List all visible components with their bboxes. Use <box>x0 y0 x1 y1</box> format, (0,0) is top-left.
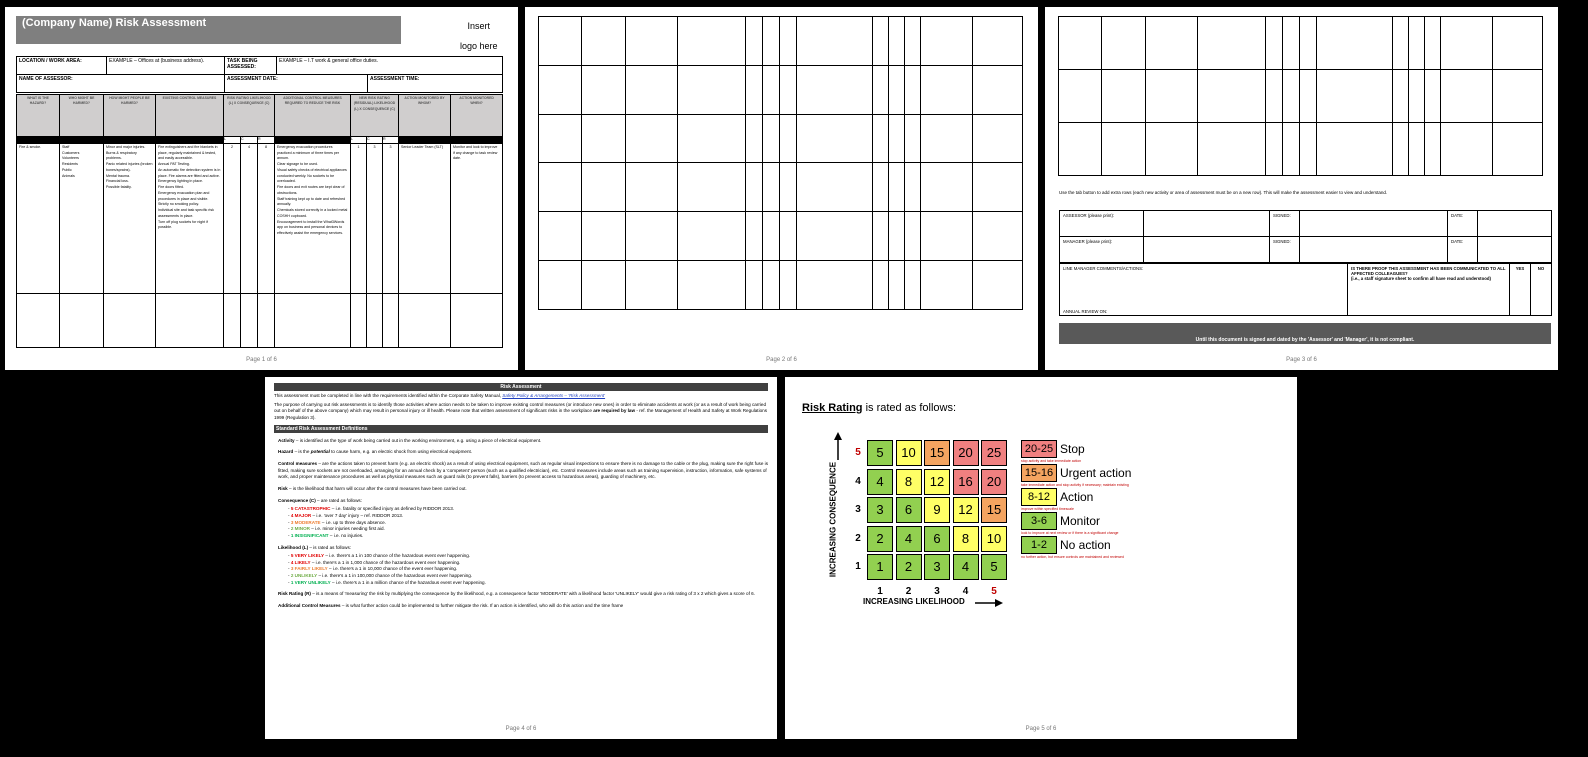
cell-r2[interactable]: 3 <box>383 143 399 293</box>
page-1 <box>5 7 518 370</box>
matrix-cell: 4 <box>953 554 979 580</box>
legend-name: Monitor <box>1060 514 1101 528</box>
matrix-cell: 12 <box>953 497 979 523</box>
empty-cell[interactable] <box>921 212 973 261</box>
page-number: Page 2 of 6 <box>766 357 797 363</box>
list-item: - 5 VERY LIKELY – i.e. there's a 1 in 100 chance of the hazardous event ever happening. <box>288 553 471 559</box>
hazard-definition: Hazard – is the potential to cause harm, e.g. an electric shock from using electrical equipment. <box>278 449 473 455</box>
matrix-cell: 10 <box>981 526 1007 552</box>
cell-by[interactable]: Senior Leader Team (SLT) <box>399 143 451 293</box>
empty-cell[interactable] <box>921 163 973 212</box>
empty-cell[interactable] <box>626 114 678 163</box>
empty-cell[interactable] <box>582 17 626 66</box>
empty-cell[interactable] <box>351 293 367 347</box>
empty-cell[interactable] <box>905 65 921 114</box>
empty-cell[interactable] <box>763 65 780 114</box>
empty-cell[interactable] <box>678 212 746 261</box>
header-how: HOW MIGHT PEOPLE BE HARMED? <box>104 95 156 137</box>
empty-cell[interactable] <box>60 293 104 347</box>
row-label: 3 <box>855 504 861 515</box>
empty-cell[interactable] <box>973 261 1023 310</box>
list-item: - 2 MINOR – i.e. minor injuries needing first aid. <box>288 526 385 532</box>
list-item: - 3 FAIRLY LIKELY – i.e. there's a 1 in 10,000 chance of the event ever happening. <box>288 566 458 572</box>
matrix-cell: 2 <box>896 554 922 580</box>
comments-table <box>1059 263 1552 316</box>
intro-text: This assessment must be completed in line with the requirements identified within the Corporate Safety Manual, Safety Policy & Arrangements – 'Risk Assessment' <box>274 393 606 398</box>
list-item: - 1 VERY UNLIKELY – i.e. there's a 1 in a million chance of the hazardous event ever happening. <box>288 579 486 585</box>
no-checkbox[interactable]: NO <box>1531 264 1552 316</box>
matrix-cell: 12 <box>924 469 950 495</box>
empty-cell[interactable] <box>1266 17 1283 70</box>
empty-cell[interactable] <box>905 261 921 310</box>
legend-name: Action <box>1060 490 1094 504</box>
date-label: DATE: <box>1448 211 1478 237</box>
empty-cell[interactable] <box>1317 70 1393 123</box>
empty-cell[interactable] <box>873 212 889 261</box>
x-axis-label: INCREASING LIKELIHOOD <box>863 597 965 606</box>
empty-cell[interactable] <box>678 65 746 114</box>
matrix-cell: 20 <box>953 440 979 466</box>
page-3 <box>1045 7 1558 370</box>
empty-cell[interactable] <box>1409 17 1425 70</box>
page-number: Page 5 of 6 <box>1025 726 1057 732</box>
list-item: - 5 CATASTROPHIC – i.e. fatality or specified injury as defined by RIDDOR 2013. <box>288 506 455 512</box>
cell-c1[interactable]: 4 <box>241 143 258 293</box>
assessor-label: ASSESSOR (please print): <box>1060 211 1144 237</box>
list-item: - 4 MAJOR – i.e. 'over 7 day' injury – ref. RIDDOR 2013. <box>288 512 404 518</box>
header-existing: EXISTING CONTROL MEASURES <box>156 95 224 137</box>
task-label: TASK BEING ASSESSED: <box>225 57 277 75</box>
column-label: 4 <box>962 585 969 597</box>
empty-cell[interactable] <box>889 261 905 310</box>
empty-cell[interactable] <box>873 17 889 66</box>
empty-cell[interactable] <box>539 163 582 212</box>
cell-existing[interactable]: Fire extinguishers and fire blankets in place, regularly maintained & tested, and easily accessible. Annual PAT Testing. An automatic fire detection system is in place. Fire alarms are fitted and active. Emergency lighting in place. Fire doors fitted. Emergency evacuation plan and procedures in place and visible. Strictly no smoking policy. Individual site and task specific risk assessments in place. Turn off plug sockets for night if possible. <box>156 143 224 293</box>
purpose-text: The purpose of carrying out risk assessments is to identify those activities where action needs to be taken to improve existing control measures (or introduce new ones) in order to eliminate accidents at work (or as a result of work being carried out on behalf of the above company) which may result in personal injury or ill health. Please note that written assessment of significant risks in the workplace are required by law - ref. the Management of Health and Safety at Work Regulations 1999 (Regulation 3). <box>274 401 767 420</box>
empty-cell[interactable] <box>780 65 797 114</box>
matrix-cell: 1 <box>867 554 893 580</box>
page-number: Page 4 of 6 <box>505 726 537 732</box>
matrix-cell: 8 <box>953 526 979 552</box>
legend-description: stop activity and take immediate action <box>1021 459 1082 463</box>
empty-cell[interactable] <box>1283 17 1300 70</box>
legend-range: 15-16 <box>1021 464 1057 482</box>
task-value[interactable]: EXAMPLE – I.T work & general office duties. <box>277 57 503 75</box>
matrix-cell: 25 <box>981 440 1007 466</box>
cell-c2[interactable]: 3 <box>367 143 383 293</box>
empty-cell[interactable] <box>1409 123 1425 176</box>
empty-cell[interactable] <box>1266 123 1283 176</box>
row-label: 5 <box>855 447 861 458</box>
empty-cell[interactable] <box>241 293 258 347</box>
proof-question: IS THERE PROOF THIS ASSESSMENT HAS BEEN COMMUNICATED TO ALL AFFECTED COLLEAGUES? (i.e., a staff signature sheet to confirm all have read and understood) <box>1348 264 1510 316</box>
empty-cell[interactable] <box>973 163 1023 212</box>
empty-cell[interactable] <box>1102 17 1146 70</box>
page-5 <box>785 377 1297 739</box>
empty-cell[interactable] <box>1059 70 1102 123</box>
empty-cell[interactable] <box>921 65 973 114</box>
empty-cell[interactable] <box>678 163 746 212</box>
matrix-cell: 2 <box>867 526 893 552</box>
matrix-cell: 5 <box>981 554 1007 580</box>
policy-link[interactable]: Safety Policy & Arrangements – 'Risk Assessment' <box>502 393 606 398</box>
r2-header: R <box>383 137 399 144</box>
empty-cell[interactable] <box>1393 17 1409 70</box>
document-title: (Company Name) Risk Assessment <box>16 16 401 44</box>
l-header: L <box>224 137 241 144</box>
empty-cell[interactable] <box>1425 17 1441 70</box>
empty-cell[interactable] <box>626 163 678 212</box>
empty-cell[interactable] <box>905 163 921 212</box>
empty-cell[interactable] <box>258 293 275 347</box>
empty-cell[interactable] <box>1198 123 1266 176</box>
empty-cell[interactable] <box>973 65 1023 114</box>
column-label: 5 <box>991 585 997 597</box>
empty-cell[interactable] <box>797 261 873 310</box>
empty-cell[interactable] <box>1300 17 1317 70</box>
section-title: Risk Assessment <box>274 383 768 391</box>
empty-cell[interactable] <box>1146 70 1198 123</box>
yes-checkbox[interactable]: YES <box>1510 264 1531 316</box>
empty-cell[interactable] <box>746 212 763 261</box>
matrix-cell: 6 <box>896 497 922 523</box>
consequence-list <box>274 506 768 539</box>
empty-cell[interactable] <box>1198 17 1266 70</box>
empty-cell[interactable] <box>763 114 780 163</box>
activity-definition: Activity – is identified as the type of work being carried out in the working environment, e.g. using a piece of electrical equipment. <box>278 437 542 443</box>
location-value[interactable]: EXAMPLE – Offices at (business address). <box>107 57 225 75</box>
empty-cell[interactable] <box>539 261 582 310</box>
empty-cell[interactable] <box>763 17 780 66</box>
empty-cell[interactable] <box>626 17 678 66</box>
empty-cell[interactable] <box>746 163 763 212</box>
c-header: C <box>241 137 258 144</box>
legend-range: 20-25 <box>1021 440 1057 458</box>
matrix-cell: 4 <box>896 526 922 552</box>
additional-definition: Additional Control Measures – is what further action could be implemented to further mitigate the risk. If an action is identified, who will do this action and the time frame <box>278 603 624 609</box>
header-when: ACTION MONITORED WHEN? <box>451 95 503 137</box>
column-label: 1 <box>877 585 883 597</box>
matrix-cell: 5 <box>867 440 893 466</box>
empty-cell[interactable] <box>921 114 973 163</box>
empty-cell[interactable] <box>582 114 626 163</box>
blank-grid-table <box>538 16 1023 310</box>
empty-cell[interactable] <box>539 114 582 163</box>
risk-definition: Risk – is the likelihood that harm will occur after the control measures have been carried out. <box>278 485 467 491</box>
empty-cell[interactable] <box>1059 17 1102 70</box>
empty-cell[interactable] <box>780 114 797 163</box>
empty-cell[interactable] <box>582 212 626 261</box>
cell-when[interactable]: Monitor and look to improve if any change to task review date. <box>451 143 503 293</box>
empty-cell[interactable] <box>780 261 797 310</box>
empty-cell[interactable] <box>905 212 921 261</box>
empty-cell[interactable] <box>873 163 889 212</box>
comments-label: LINE MANAGER COMMENTS/ACTIONS: <box>1063 266 1144 271</box>
legend-description: improve within specified timescale <box>1021 507 1074 511</box>
header-by-whom: ACTION MONITORED BY WHOM? <box>399 95 451 137</box>
empty-cell[interactable] <box>678 114 746 163</box>
empty-cell[interactable] <box>889 163 905 212</box>
matrix-cell: 9 <box>924 497 950 523</box>
signed-label: SIGNED: <box>1270 211 1300 237</box>
header-hazard: WHAT IS THE HAZARD? <box>17 95 60 137</box>
cell-who[interactable]: Staff Customers Volunteers Residents Public Animals <box>60 143 104 293</box>
empty-cell[interactable] <box>1300 123 1317 176</box>
control-definition: Control measures – are the actions taken to prevent harm (e.g. an electric shock) as a result of using electrical equipment, such as regular visual inspections to ensure there is no damage to the cable or the plug, making sure the right fuse is fitted, making sure sockets are not overloaded, arranging for an annual check by a 'competent' person (such as a qualified electrician), etc. Control measures include areas such as training supervision, instruction, information, safe systems of work, and proper maintenance procedures as well as physical measures such as guard rails (to prevent falls), barriers (to prevent access to hazardous areas), guarding of machinery, etc. <box>278 460 769 480</box>
empty-cell[interactable] <box>1198 70 1266 123</box>
empty-cell[interactable] <box>746 65 763 114</box>
empty-cell[interactable] <box>780 163 797 212</box>
empty-cell[interactable] <box>921 261 973 310</box>
manager-name-field[interactable] <box>1144 237 1270 263</box>
header-who: WHO MIGHT BE HARMED? <box>60 95 104 137</box>
empty-cell[interactable] <box>1441 123 1493 176</box>
empty-cell[interactable] <box>746 114 763 163</box>
empty-cell[interactable] <box>1441 17 1493 70</box>
signed-label: SIGNED: <box>1270 237 1300 263</box>
page-number: Page 1 of 6 <box>246 357 277 363</box>
assessment-info-table <box>16 56 503 75</box>
empty-cell[interactable] <box>1493 17 1543 70</box>
matrix-cell: 3 <box>924 554 950 580</box>
empty-cell[interactable] <box>156 293 224 347</box>
empty-cell[interactable] <box>399 293 451 347</box>
legend-description: no further action, but ensure controls are maintained and reviewed <box>1021 555 1124 559</box>
likelihood-list <box>274 553 768 586</box>
empty-cell[interactable] <box>582 163 626 212</box>
legend-name: Urgent action <box>1060 466 1132 480</box>
empty-cell[interactable] <box>889 17 905 66</box>
empty-cell[interactable] <box>1102 70 1146 123</box>
consequence-heading: Consequence (C) – are rated as follows: <box>278 497 362 503</box>
assessor-signature-field[interactable] <box>1300 211 1448 237</box>
list-item: - 3 MODERATE – i.e. up to three days absence. <box>288 519 386 525</box>
empty-cell[interactable] <box>539 65 582 114</box>
row-label: 2 <box>855 532 861 544</box>
matrix-cell: 10 <box>896 440 922 466</box>
assessor-date-field[interactable] <box>1478 211 1552 237</box>
empty-cell[interactable] <box>797 163 873 212</box>
matrix-cell: 15 <box>981 497 1007 523</box>
empty-cell[interactable] <box>17 293 60 347</box>
column-label: 3 <box>934 585 940 597</box>
instruction-text: Use the tab button to add extra rows (each new activity or area of assessment must be on a new row). This will make the assessment easier to view and understand. <box>1059 190 1388 195</box>
matrix-cell: 6 <box>924 526 950 552</box>
empty-cell[interactable] <box>889 65 905 114</box>
matrix-cell: 4 <box>867 469 893 495</box>
empty-cell[interactable] <box>973 212 1023 261</box>
matrix-cell: 16 <box>953 469 979 495</box>
empty-cell[interactable] <box>582 65 626 114</box>
empty-cell[interactable] <box>224 293 241 347</box>
empty-cell[interactable] <box>1393 123 1409 176</box>
header-additional: ADDITIONAL CONTROL MEASURES REQUIRED TO REDUCE THE RISK <box>275 95 351 137</box>
matrix-cell: 20 <box>981 469 1007 495</box>
page-4 <box>265 377 777 739</box>
logo-placeholder: Insert logo here <box>460 21 498 51</box>
c2-header: C <box>367 137 383 144</box>
empty-cell[interactable] <box>973 114 1023 163</box>
l2-header: L <box>351 137 367 144</box>
empty-cell[interactable] <box>1425 70 1441 123</box>
cell-l1[interactable]: 2 <box>224 143 241 293</box>
empty-cell[interactable] <box>763 212 780 261</box>
empty-cell[interactable] <box>1393 70 1409 123</box>
legend-name: Stop <box>1060 442 1085 456</box>
annual-review-label: ANNUAL REVIEW ON: <box>1063 309 1108 314</box>
matrix-cell: 3 <box>867 497 893 523</box>
column-label: 2 <box>905 585 912 597</box>
empty-cell[interactable] <box>539 212 582 261</box>
assessor-label[interactable]: NAME OF ASSESSOR: <box>17 75 225 93</box>
empty-cell[interactable] <box>873 261 889 310</box>
list-item: - 4 LIKELY – i.e. there's a 1 in 1,000 chance of the hazardous event ever happening. <box>288 559 461 565</box>
empty-cell[interactable] <box>873 65 889 114</box>
empty-cell[interactable] <box>873 114 889 163</box>
matrix-cell: 15 <box>924 440 950 466</box>
header-new-risk: NEW RISK RATING (RESIDUAL) LIKELIHOOD (L) X CONSEQUENCE (C) <box>351 95 399 137</box>
header-risk-rating: RISK RATING LIKELIHOOD (L) X CONSEQUENCE (C) <box>224 95 275 137</box>
cell-additional[interactable]: Emergency evacuation procedures practiced a minimum of three times per annum. Clear signage to be used. Visual safety checks of electrical appliances conducted weekly. No sockets to be overloaded. Fire doors and exit routes are kept clear of obstructions. Staff training kept up to date and refreshed annually. Chemicals stored correctly in a locked metal COSHH cupboard. Encouragement to install the What3Words app on business and personal devices to effectively assist the emergency services. <box>275 143 351 293</box>
empty-cell[interactable] <box>780 212 797 261</box>
empty-cell[interactable] <box>1283 123 1300 176</box>
comments-field[interactable] <box>1060 264 1348 316</box>
legend-description: look to improve at next review or if there is a significant change <box>1021 531 1119 535</box>
list-item: - 1 INSIGNIFICANT – i.e. no injuries. <box>288 532 364 538</box>
empty-cell[interactable] <box>367 293 383 347</box>
empty-cell[interactable] <box>746 261 763 310</box>
empty-cell[interactable] <box>1300 70 1317 123</box>
empty-cell[interactable] <box>1266 70 1283 123</box>
legend-range: 8-12 <box>1021 488 1057 506</box>
empty-cell[interactable] <box>678 261 746 310</box>
empty-cell[interactable] <box>746 17 763 66</box>
empty-cell[interactable] <box>1441 70 1493 123</box>
legend-range: 1-2 <box>1021 536 1057 554</box>
empty-cell[interactable] <box>1283 70 1300 123</box>
empty-cell[interactable] <box>1425 123 1441 176</box>
manager-date-field[interactable] <box>1478 237 1552 263</box>
empty-cell[interactable] <box>626 261 678 310</box>
cell-how[interactable]: Minor and major injuries. Burns & respiratory problems. Panic related injuries (broken bones/sprains). Mental trauma. Financial loss. Possible fatality. <box>104 143 156 293</box>
blank-grid-table <box>1058 16 1543 176</box>
signature-table <box>1059 210 1552 263</box>
empty-cell[interactable] <box>905 114 921 163</box>
empty-cell[interactable] <box>780 17 797 66</box>
empty-cell[interactable] <box>905 17 921 66</box>
empty-cell[interactable] <box>797 114 873 163</box>
page-2 <box>525 7 1038 370</box>
empty-cell[interactable] <box>451 293 503 347</box>
cell-l2[interactable]: 1 <box>351 143 367 293</box>
empty-cell[interactable] <box>797 17 873 66</box>
empty-cell[interactable] <box>626 65 678 114</box>
legend-name: No action <box>1060 538 1111 552</box>
empty-cell[interactable] <box>104 293 156 347</box>
compliance-notice: Until this document is signed and dated by the 'Assessor' and 'Manager', it is not compliant. <box>1059 323 1551 344</box>
empty-cell[interactable] <box>1493 123 1543 176</box>
empty-cell[interactable] <box>1146 17 1198 70</box>
empty-cell[interactable] <box>1059 123 1102 176</box>
empty-cell[interactable] <box>678 17 746 66</box>
empty-cell[interactable] <box>275 293 351 347</box>
empty-cell[interactable] <box>1102 123 1146 176</box>
empty-cell[interactable] <box>763 261 780 310</box>
empty-cell[interactable] <box>1409 70 1425 123</box>
empty-cell[interactable] <box>973 17 1023 66</box>
likelihood-heading: Likelihood (L) – is rated as follows: <box>278 544 352 550</box>
empty-cell[interactable] <box>539 17 582 66</box>
empty-cell[interactable] <box>1317 123 1393 176</box>
risk-table <box>16 94 503 348</box>
empty-cell[interactable] <box>1493 70 1543 123</box>
empty-cell[interactable] <box>582 261 626 310</box>
empty-cell[interactable] <box>797 65 873 114</box>
list-item: - 2 UNLIKELY – i.e. there's a 1 in 100,000 chance of the hazardous event ever happening. <box>288 573 473 579</box>
matrix-cell: 8 <box>896 469 922 495</box>
location-label: LOCATION / WORK AREA: <box>17 57 107 75</box>
cell-r1[interactable]: 8 <box>258 143 275 293</box>
right-arrow-icon <box>975 598 1005 608</box>
empty-cell[interactable] <box>889 212 905 261</box>
empty-cell[interactable] <box>1317 17 1393 70</box>
legend-description: take immediate action and stop activity if necessary; maintain existing <box>1021 483 1129 487</box>
empty-cell[interactable] <box>921 17 973 66</box>
row-label: 1 <box>855 561 861 572</box>
empty-cell[interactable] <box>383 293 399 347</box>
y-axis-label: INCREASING CONSEQUENCE <box>828 461 838 578</box>
page-number: Page 3 of 6 <box>1286 357 1317 363</box>
assessor-name-field[interactable] <box>1144 211 1270 237</box>
cell-hazard[interactable]: Fire & smoke. <box>17 143 60 293</box>
rating-definition: Risk Rating (R) – is a means of 'measuring' the risk by multiplying the consequence by the likelihood, e.g. a consequence factor 'MODERATE' with a likelihood factor 'UNLIKELY' would give a risk rating of 3 x 2 which gives a score of 6. <box>278 591 755 597</box>
risk-rating-title: Risk Rating is rated as follows: <box>802 402 957 414</box>
empty-cell[interactable] <box>626 212 678 261</box>
assessor-info-table <box>16 74 503 93</box>
empty-cell[interactable] <box>797 212 873 261</box>
assessment-time-label[interactable]: ASSESSMENT TIME: <box>368 75 503 93</box>
empty-cell[interactable] <box>889 114 905 163</box>
r-header: R <box>258 137 275 144</box>
row-label: 4 <box>855 475 861 487</box>
assessment-date-label[interactable]: ASSESSMENT DATE: <box>225 75 368 93</box>
empty-cell[interactable] <box>763 163 780 212</box>
empty-cell[interactable] <box>1146 123 1198 176</box>
date-label: DATE: <box>1448 237 1478 263</box>
definitions-title: Standard Risk Assessment Definitions <box>274 425 768 433</box>
manager-signature-field[interactable] <box>1300 237 1448 263</box>
manager-label: MANAGER (please print): <box>1060 237 1144 263</box>
legend-range: 3-6 <box>1021 512 1057 530</box>
